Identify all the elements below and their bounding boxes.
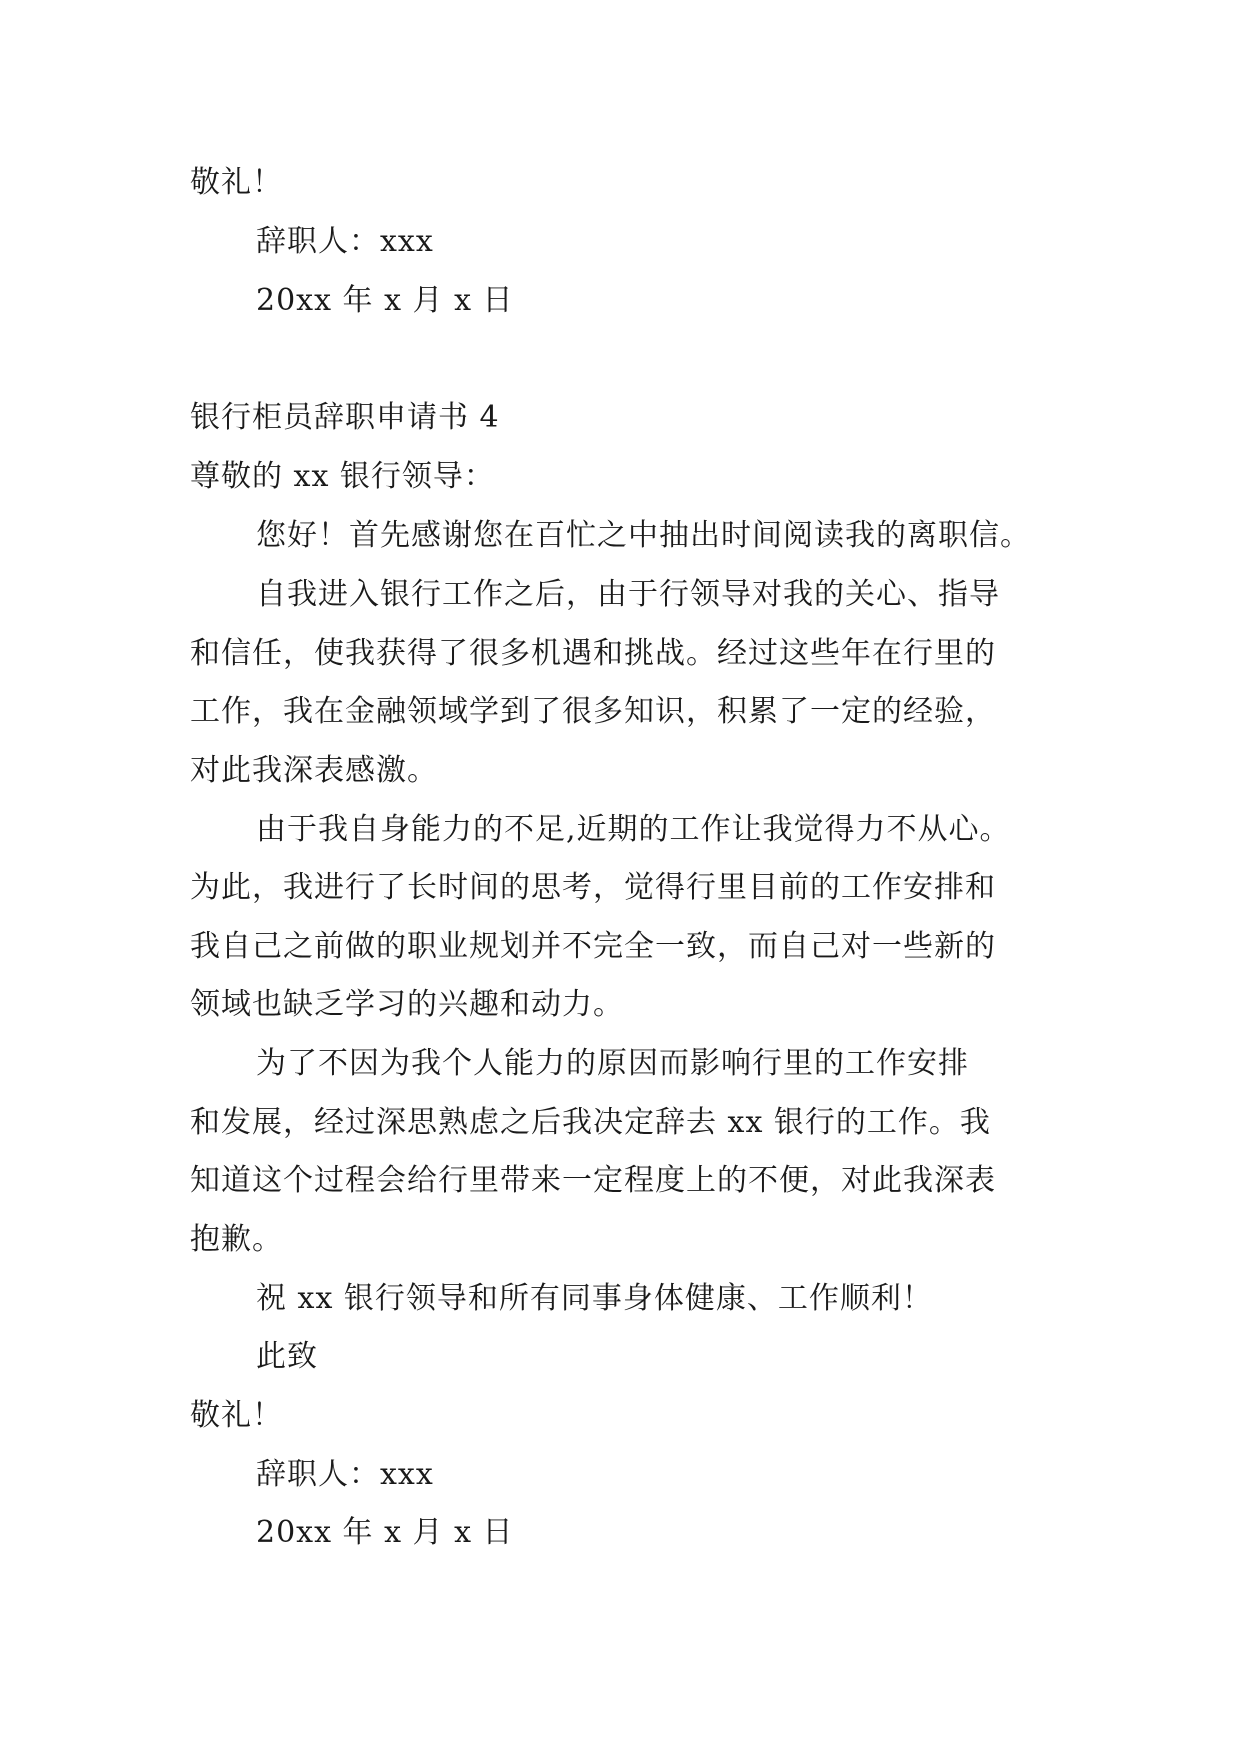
body-line: 为了不因为我个人能力的原因而影响行里的工作安排 [256, 1046, 969, 1081]
body-line: 对此我深表感激。 [190, 753, 438, 788]
letter-greeting: 尊敬的 xx 银行领导： [190, 459, 495, 494]
body-line: 我自己之前做的职业规划并不完全一致，而自己对一些新的 [190, 929, 996, 964]
body-line: 自我进入银行工作之后，由于行领导对我的关心、指导 [256, 577, 1000, 612]
body-line: 和发展，经过深思熟虑之后我决定辞去 xx 银行的工作。我 [190, 1105, 991, 1140]
body-line: 知道这个过程会给行里带来一定程度上的不便，对此我深表 [190, 1163, 996, 1198]
closing-phrase: 此致 [256, 1339, 318, 1374]
prev-salute: 敬礼！ [190, 165, 283, 200]
letter-title: 银行柜员辞职申请书 4 [190, 400, 500, 435]
body-line: 领域也缺乏学习的兴趣和动力。 [190, 987, 624, 1022]
body-line: 抱歉。 [190, 1222, 283, 1257]
body-line: 工作，我在金融领域学到了很多知识，积累了一定的经验， [190, 694, 996, 729]
letter-date: 20xx 年 x 月 x 日 [256, 1515, 514, 1550]
body-line: 祝 xx 银行领导和所有同事身体健康、工作顺利！ [256, 1281, 933, 1316]
prev-signer: 辞职人：xxx [256, 224, 434, 259]
body-line: 和信任，使我获得了很多机遇和挑战。经过这些年在行里的 [190, 636, 996, 671]
body-line: 由于我自身能力的不足,近期的工作让我觉得力不从心。 [256, 812, 1011, 847]
body-line: 您好！首先感谢您在百忙之中抽出时间阅读我的离职信。 [256, 518, 1031, 553]
prev-date: 20xx 年 x 月 x 日 [256, 283, 514, 318]
letter-signer: 辞职人：xxx [256, 1457, 434, 1492]
letter-salute: 敬礼！ [190, 1398, 283, 1433]
body-line: 为此，我进行了长时间的思考，觉得行里目前的工作安排和 [190, 870, 996, 905]
